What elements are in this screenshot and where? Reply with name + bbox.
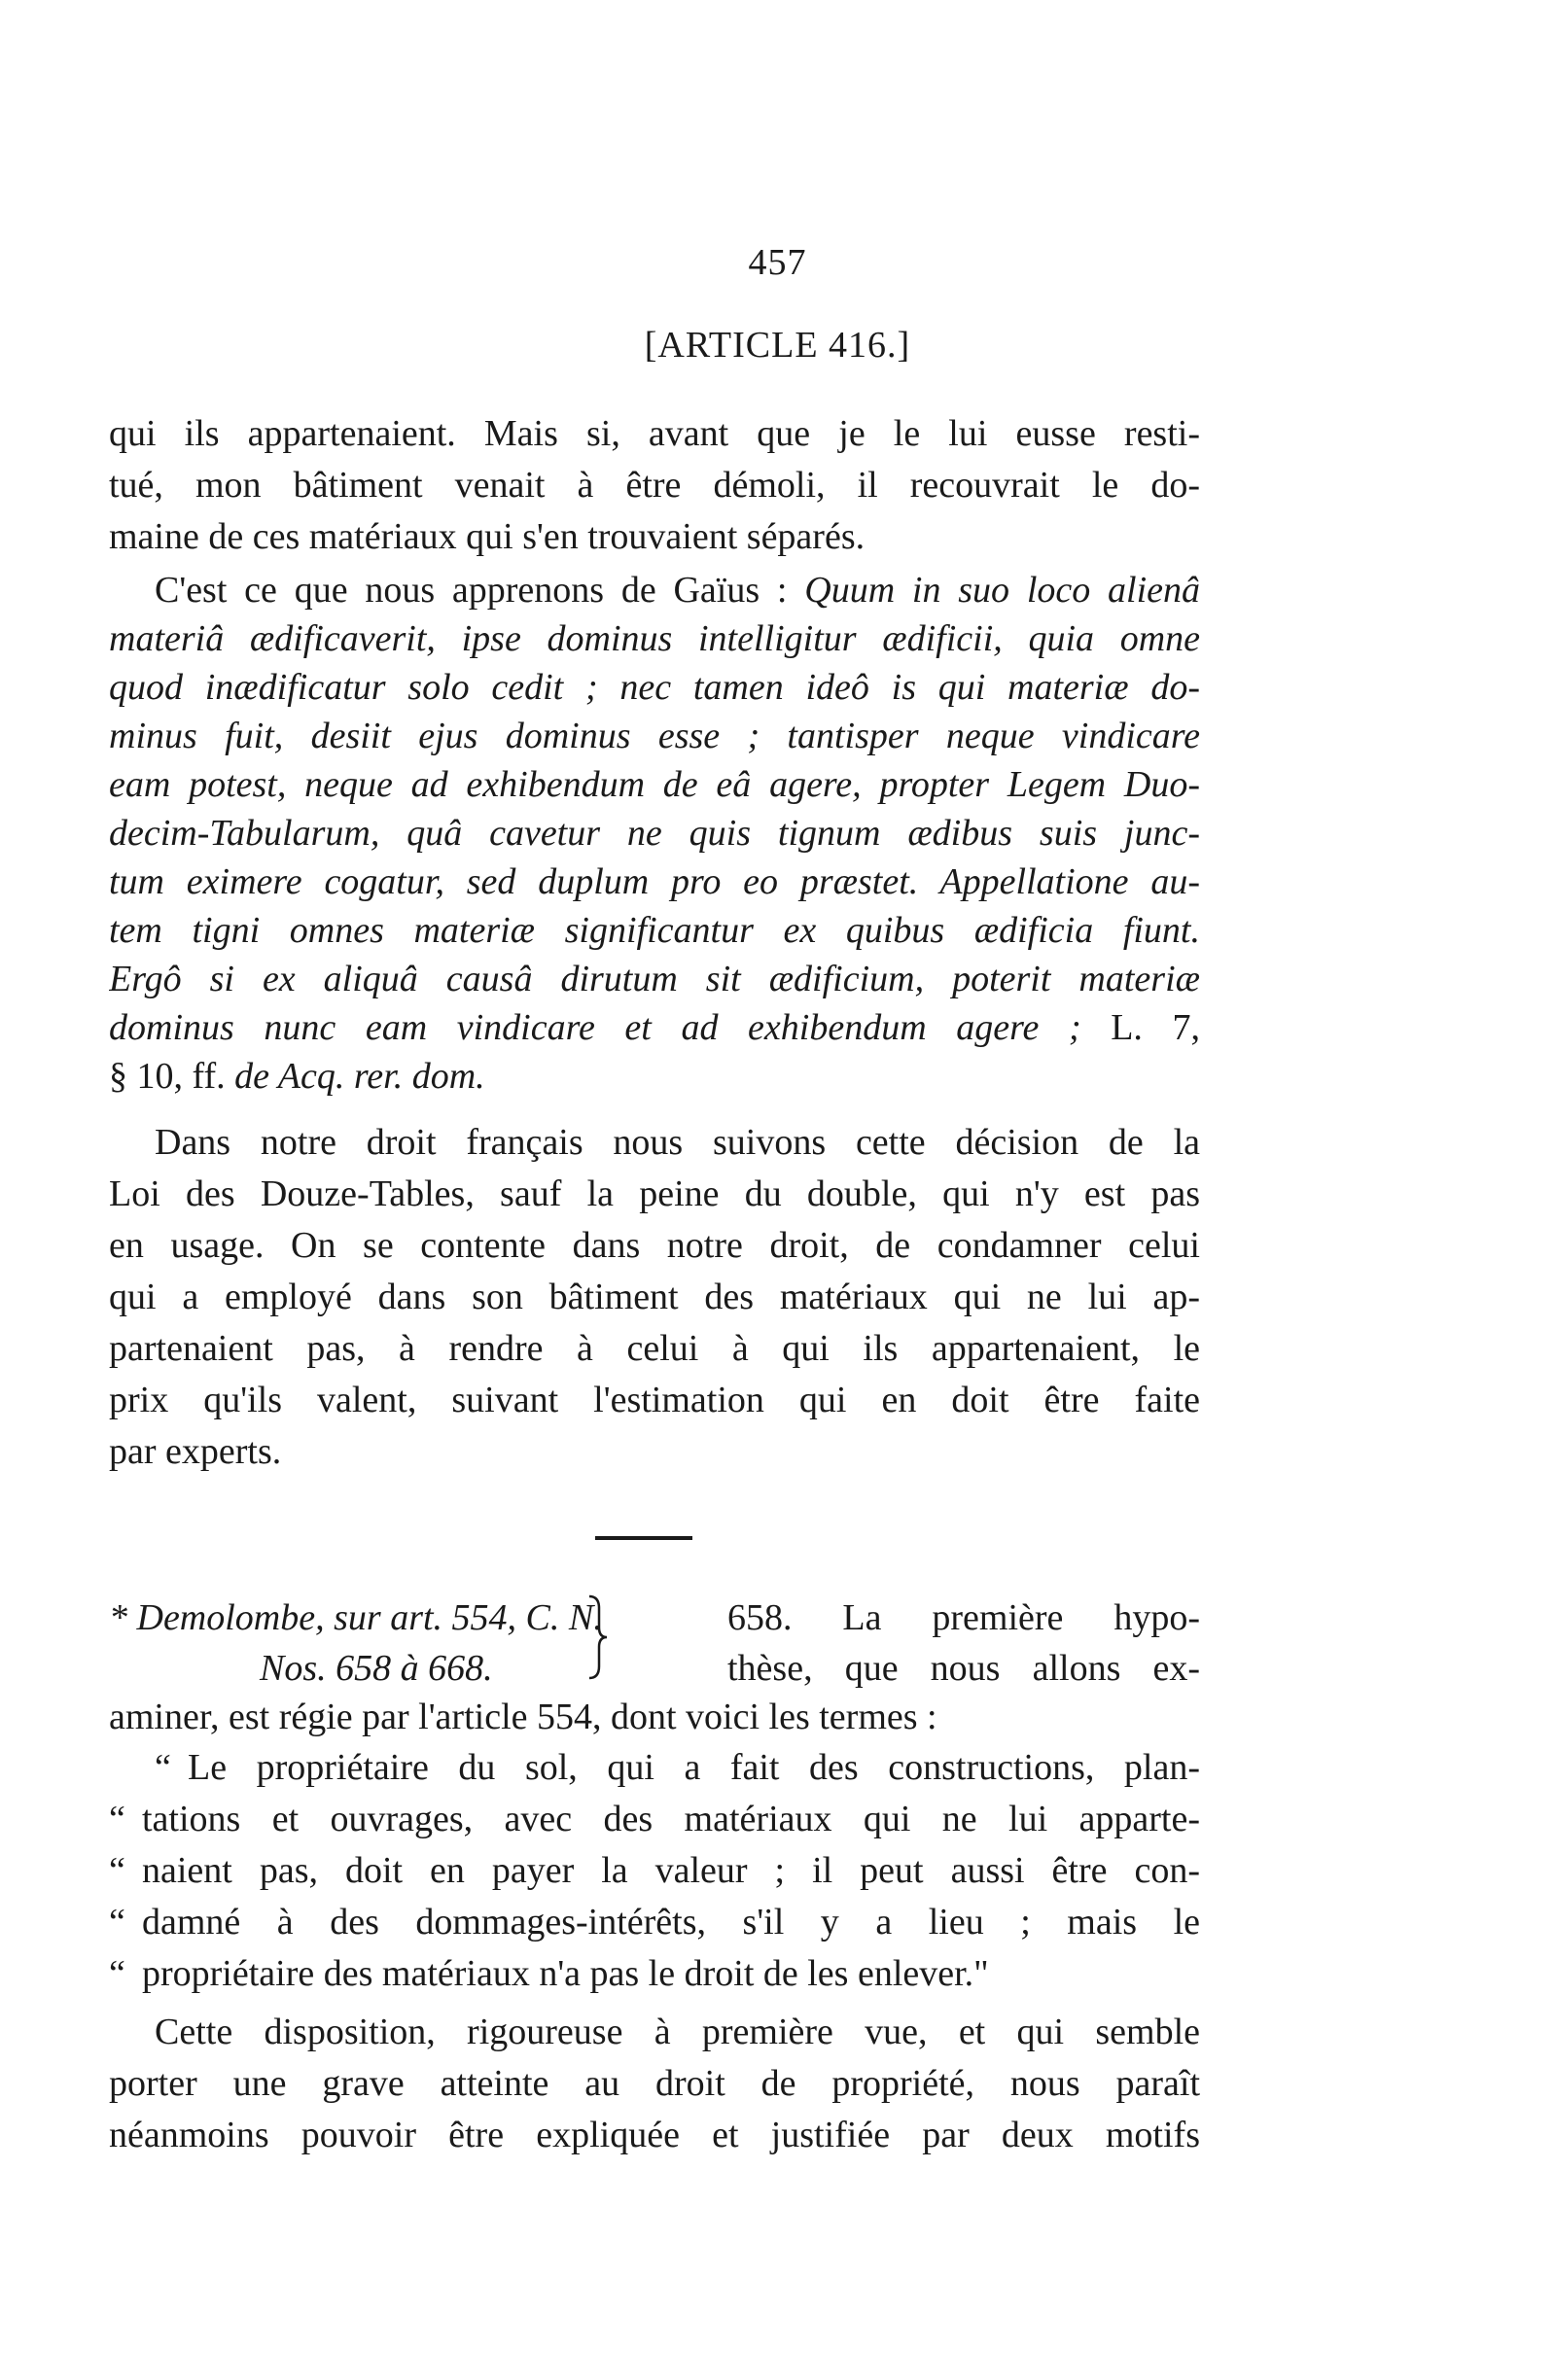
text-line: prix qu'ils valent, suivant l'estimation qui en doit être faite: [109, 1380, 1200, 1420]
paragraph-5: [109, 2007, 1200, 2161]
paragraph-1: [109, 408, 1200, 563]
reference-text: 658. La première hypo-: [727, 1597, 1200, 1638]
quote-line: [109, 1897, 1200, 1948]
reference-citation: * Demolombe, sur art. 554, C. N.: [109, 1597, 603, 1638]
section-reference: § 10, ff.: [109, 1056, 235, 1097]
latin-text: Quum in suo loco alienâ: [804, 570, 1200, 611]
intro-text: C'est ce que nous apprenons de Gaïus :: [155, 570, 805, 611]
reference-row-1: [109, 1592, 1200, 1643]
paragraph-2: [109, 566, 1200, 1101]
latin-line: minus fuit, desiit ejus dominus esse ; tantisper neque vindicare: [109, 716, 1200, 756]
quote-text: naient pas, doit en payer la valeur ; il peut aussi être con-: [142, 1850, 1200, 1891]
latin-line: materiâ ædificaverit, ipse dominus intelligitur ædificii, quia omne: [109, 618, 1200, 659]
quote-text: tations et ouvrages, avec des matériaux qui ne lui apparte-: [142, 1799, 1200, 1839]
text-line: Cette disposition, rigoureuse à première vue, et qui semble: [155, 2012, 1200, 2052]
latin-line: quod inædificatur solo cedit ; nec tamen ideô is qui materiæ do-: [109, 667, 1200, 708]
quote-text: propriétaire des matériaux n'a pas le droit de les enlever.": [142, 1953, 989, 1994]
page-number: 457: [748, 242, 807, 283]
quote-mark: “: [109, 1799, 125, 1839]
text-line: [109, 566, 1200, 614]
text-line: Loi des Douze-Tables, sauf la peine du double, qui n'y est pas: [109, 1173, 1200, 1214]
latin-text: de Acq. rer. dom.: [234, 1056, 485, 1097]
text-line: en usage. On se contente dans notre droit, de condamner celui: [109, 1225, 1200, 1266]
text-line: tué, mon bâtiment venait à être démoli, il recouvrait le do-: [109, 465, 1200, 506]
text-line: qui a employé dans son bâtiment des matériaux qui ne lui ap-: [109, 1277, 1200, 1317]
section-divider: [595, 1536, 692, 1540]
latin-line: eam potest, neque ad exhibendum de eâ agere, propter Legem Duo-: [109, 764, 1200, 805]
code-quotation: [109, 1742, 1200, 2000]
text-line: néanmoins pouvoir être expliquée et justifiée par deux motifs: [109, 2115, 1200, 2155]
text-line: par experts.: [109, 1431, 282, 1472]
latin-line: tum eximere cogatur, sed duplum pro eo præstet. Appellatione au-: [109, 861, 1200, 902]
brace-icon: [583, 1592, 613, 1682]
text-line: qui ils appartenaient. Mais si, avant que je le lui eusse resti-: [109, 413, 1200, 454]
legal-reference: L. 7,: [1080, 1007, 1200, 1048]
quote-mark: “: [109, 1902, 125, 1942]
text-line: aminer, est régie par l'article 554, dont voici les termes :: [109, 1697, 937, 1737]
paragraph-3: [109, 1117, 1200, 1478]
text-line: maine de ces matériaux qui s'en trouvaient séparés.: [109, 516, 866, 557]
quote-mark: “: [155, 1747, 171, 1788]
quote-mark: “: [109, 1850, 125, 1891]
reference-row-2: [109, 1643, 1200, 1694]
quote-text: damné à des dommages-intérêts, s'il y a lieu ; mais le: [142, 1902, 1200, 1942]
text-line: partenaient pas, à rendre à celui à qui ils appartenaient, le: [109, 1328, 1200, 1369]
paragraph-4: [109, 1692, 1200, 1743]
text-line: Dans notre droit français nous suivons cette décision de la: [155, 1122, 1200, 1163]
quote-mark: “: [109, 1953, 125, 1994]
latin-line: tem tigni omnes materiæ significantur ex quibus ædificia fiunt.: [109, 910, 1200, 951]
latin-line: Ergô si ex aliquâ causâ dirutum sit ædificium, poterit materiæ: [109, 959, 1200, 999]
quote-text: Le propriétaire du sol, qui a fait des constructions, plan-: [188, 1747, 1200, 1788]
latin-line: decim-Tabularum, quâ cavetur ne quis tignum ædibus suis junc-: [109, 813, 1200, 854]
reference-citation: Nos. 658 à 668.: [260, 1648, 493, 1689]
latin-text: dominus nunc eam vindicare et ad exhibendum agere ;: [109, 1007, 1081, 1048]
quote-line: [109, 1742, 1200, 1794]
text-line: [109, 1052, 1200, 1101]
text-line: [109, 1003, 1200, 1052]
quote-line: [109, 1845, 1200, 1897]
text-line: porter une grave atteinte au droit de propriété, nous paraît: [109, 2063, 1200, 2104]
reference-text: thèse, que nous allons ex-: [727, 1648, 1200, 1689]
article-heading: [ARTICLE 416.]: [644, 325, 911, 366]
quote-line: [109, 1794, 1200, 1845]
quote-line: [109, 1948, 1200, 2000]
